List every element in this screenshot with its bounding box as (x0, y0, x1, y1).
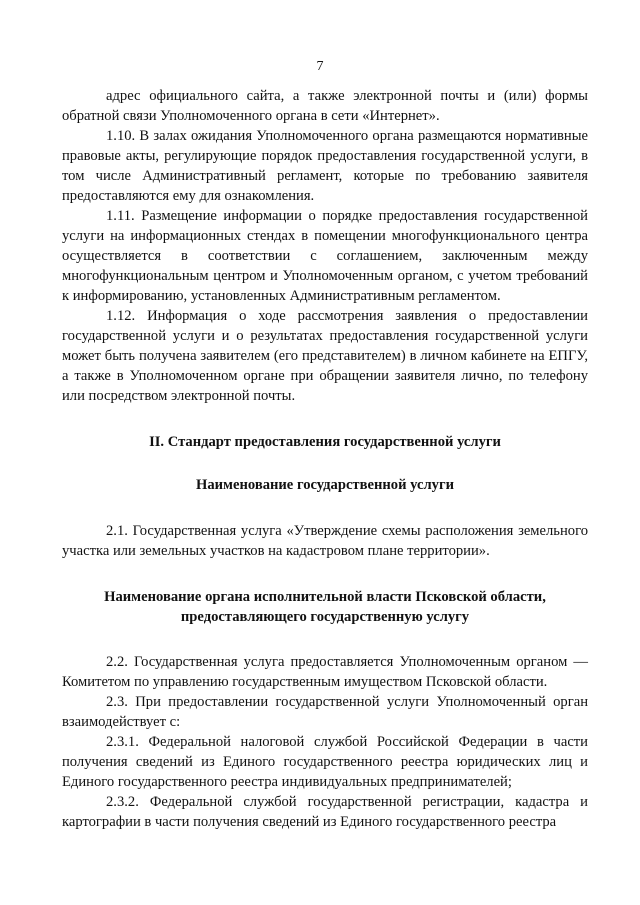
subheading-authority-line1: Наименование органа исполнительной власти Псковской области, (104, 589, 546, 605)
subheading-service-name: Наименование государственной услуги (196, 477, 454, 493)
paragraph-1-10: 1.10. В залах ожидания Уполномоченного органа размещаются нормативные правовые акты, регулирующие порядок предоставления государственной услуги, в том числе Административный регламент, которые по требованию заявителя предоставляются ему для ознакомления. (62, 128, 588, 204)
paragraph-2-2: 2.2. Государственная услуга предоставляется Уполномоченным органом — Комитетом по управлению государственным имуществом Псковской области. (62, 654, 588, 690)
paragraph-2-1: 2.1. Государственная услуга «Утверждение схемы расположения земельного участка или земельных участков на кадастровом плане территории». (62, 523, 588, 559)
page-number: 7 (316, 59, 324, 74)
paragraph-1-11: 1.11. Размещение информации о порядке предоставления государственной услуги на информационных стендах в помещении многофункционального центра осуществляется в соответствии с соглашением, заключенным между многофункциональным центром и Уполномоченным органом, с учетом требований к информированию, установленных Административным регламентом. (62, 208, 588, 304)
paragraph-continuation: адрес официального сайта, а также электронной почты и (или) формы обратной связи Уполномоченного органа в сети «Интернет». (62, 88, 588, 124)
subheading-authority-line2: предоставляющего государственную услугу (180, 609, 470, 625)
subheading-authority (62, 587, 588, 627)
paragraph-2-3: 2.3. При предоставлении государственной услуги Уполномоченный орган взаимодействует с: (62, 694, 588, 730)
paragraph-2-3-2: 2.3.2. Федеральной службой государственной регистрации, кадастра и картографии в части получения сведений из Единого государственного реестра (62, 794, 588, 830)
paragraph-1-12: 1.12. Информация о ходе рассмотрения заявления о предоставлении государственной услуги и о результатах предоставления государственной услуги может быть получена заявителем (его представителем) в личном кабинете на ЕПГУ, а также в Уполномоченном органе при обращении заявителя лично, по телефону или посредством электронной почты. (62, 308, 588, 404)
paragraph-2-3-1: 2.3.1. Федеральной налоговой службой Российской Федерации в части получения сведений из Единого государственного реестра юридических лиц и Единого государственного реестра индивидуальных предпринимателей; (62, 734, 588, 790)
document-body (62, 86, 588, 832)
section-heading-2: II. Стандарт предоставления государственной услуги (149, 434, 501, 450)
